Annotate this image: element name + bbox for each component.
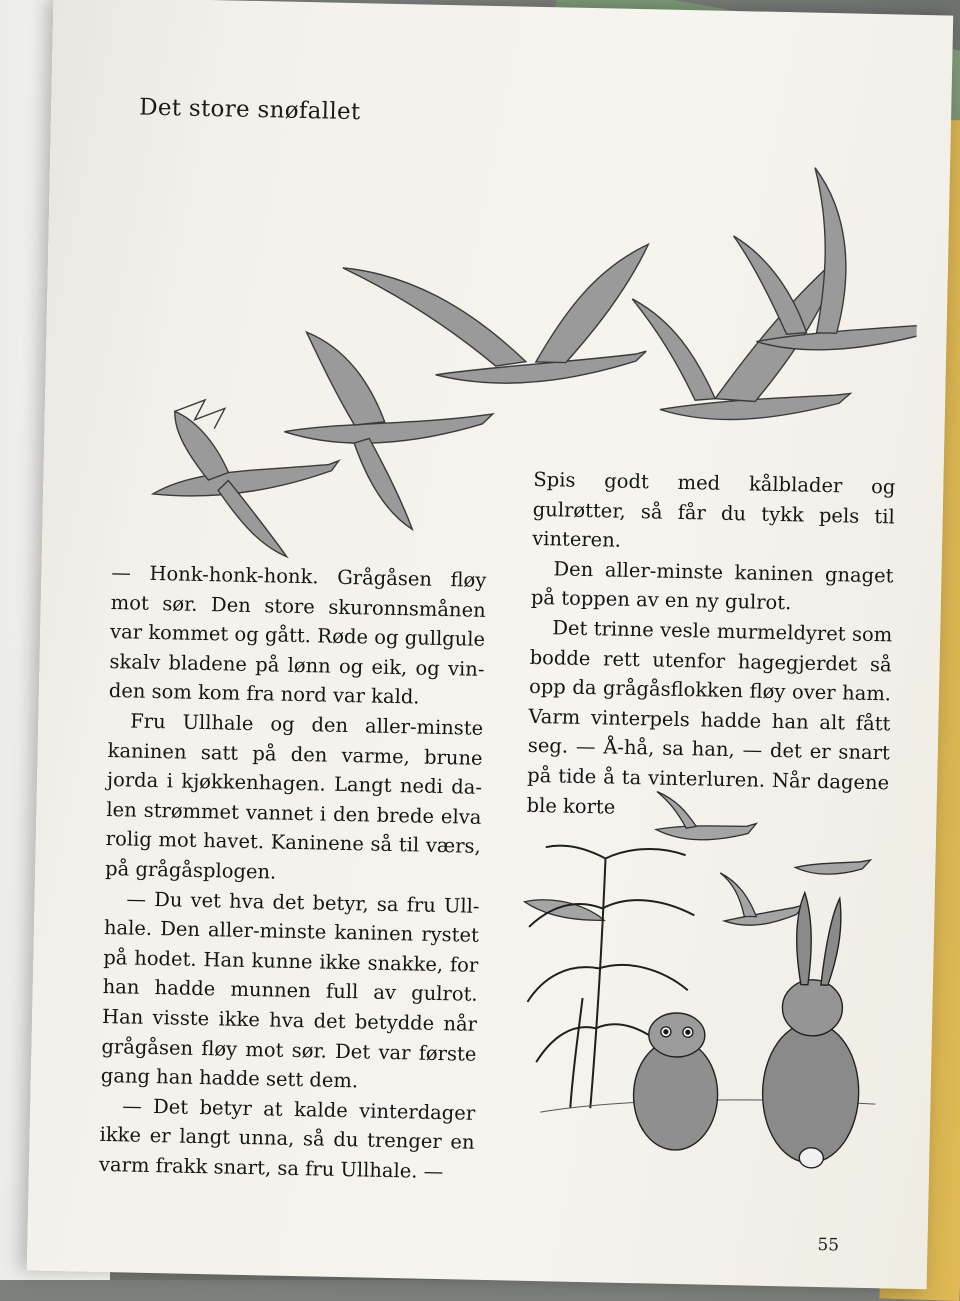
text-column-left — [99, 558, 487, 1187]
goose-illustration — [524, 899, 604, 920]
paragraph: Fru Ullhale og den aller-minste kaninen satt på den varme, brune jorda i kjøkkenhagen. Langt nedi dalen strømmet vannet i den brede elva rolig mot havet. Kaninene så til værs, på grågåsplogen. — [104, 709, 484, 884]
goose-illustration — [724, 903, 804, 926]
paragraph: Spis godt med kålblader og gulrøtter, så får du tykk pels til vinteren. — [531, 467, 896, 552]
book-page — [27, 0, 953, 1289]
paragraph: — Du vet hva det betyr, sa fru Ullhale. Den aller-minste kaninen rystet på hodet. Han kunne ikke snakke, for han hadde munnen full av gulrot. Han visste ikke hva det betydde når grågåsen fløy mot sør. Det var første gang han hadde sett dem. — [100, 886, 480, 1093]
goose-illustration — [731, 166, 920, 352]
page-number: 55 — [817, 1234, 840, 1256]
rabbit-illustration — [761, 892, 863, 1169]
paragraph: — Honk-honk-honk. Grågåsen fløy mot sør. Den store skuronnsmånen var kommet og gått. Røde og gullgule skalv bladene på lønn og eik, og vinden som kom fra nord var kald. — [108, 561, 487, 709]
rabbits-and-geese-illustration — [499, 766, 888, 1194]
chapter-title: Det store snøfallet — [138, 94, 361, 126]
goose-illustration — [152, 399, 340, 558]
goose-illustration — [656, 822, 756, 841]
paragraph: Den aller-minste kaninen gnaget på toppen av en ny gulrot. — [530, 557, 894, 615]
goose-illustration — [795, 858, 870, 875]
paragraph: — Det betyr at kalde vinterdager ikke er langt unna, så du trenger en varm frakk snart, sa fru Ullhale. — — [98, 1094, 476, 1184]
goose-illustration — [282, 332, 494, 531]
goose-illustration — [340, 238, 648, 386]
paragraph: Det trinne vesle murmeldyret som bodde rett utenfor hagegjerdet så opp da grågåsflokken fløy over ham. Varm vinterpels hadde han alt fått seg. — Å-hå, sa han, — det er snart på tide å ta vinterluren. Når dagene ble korte — [526, 616, 893, 819]
